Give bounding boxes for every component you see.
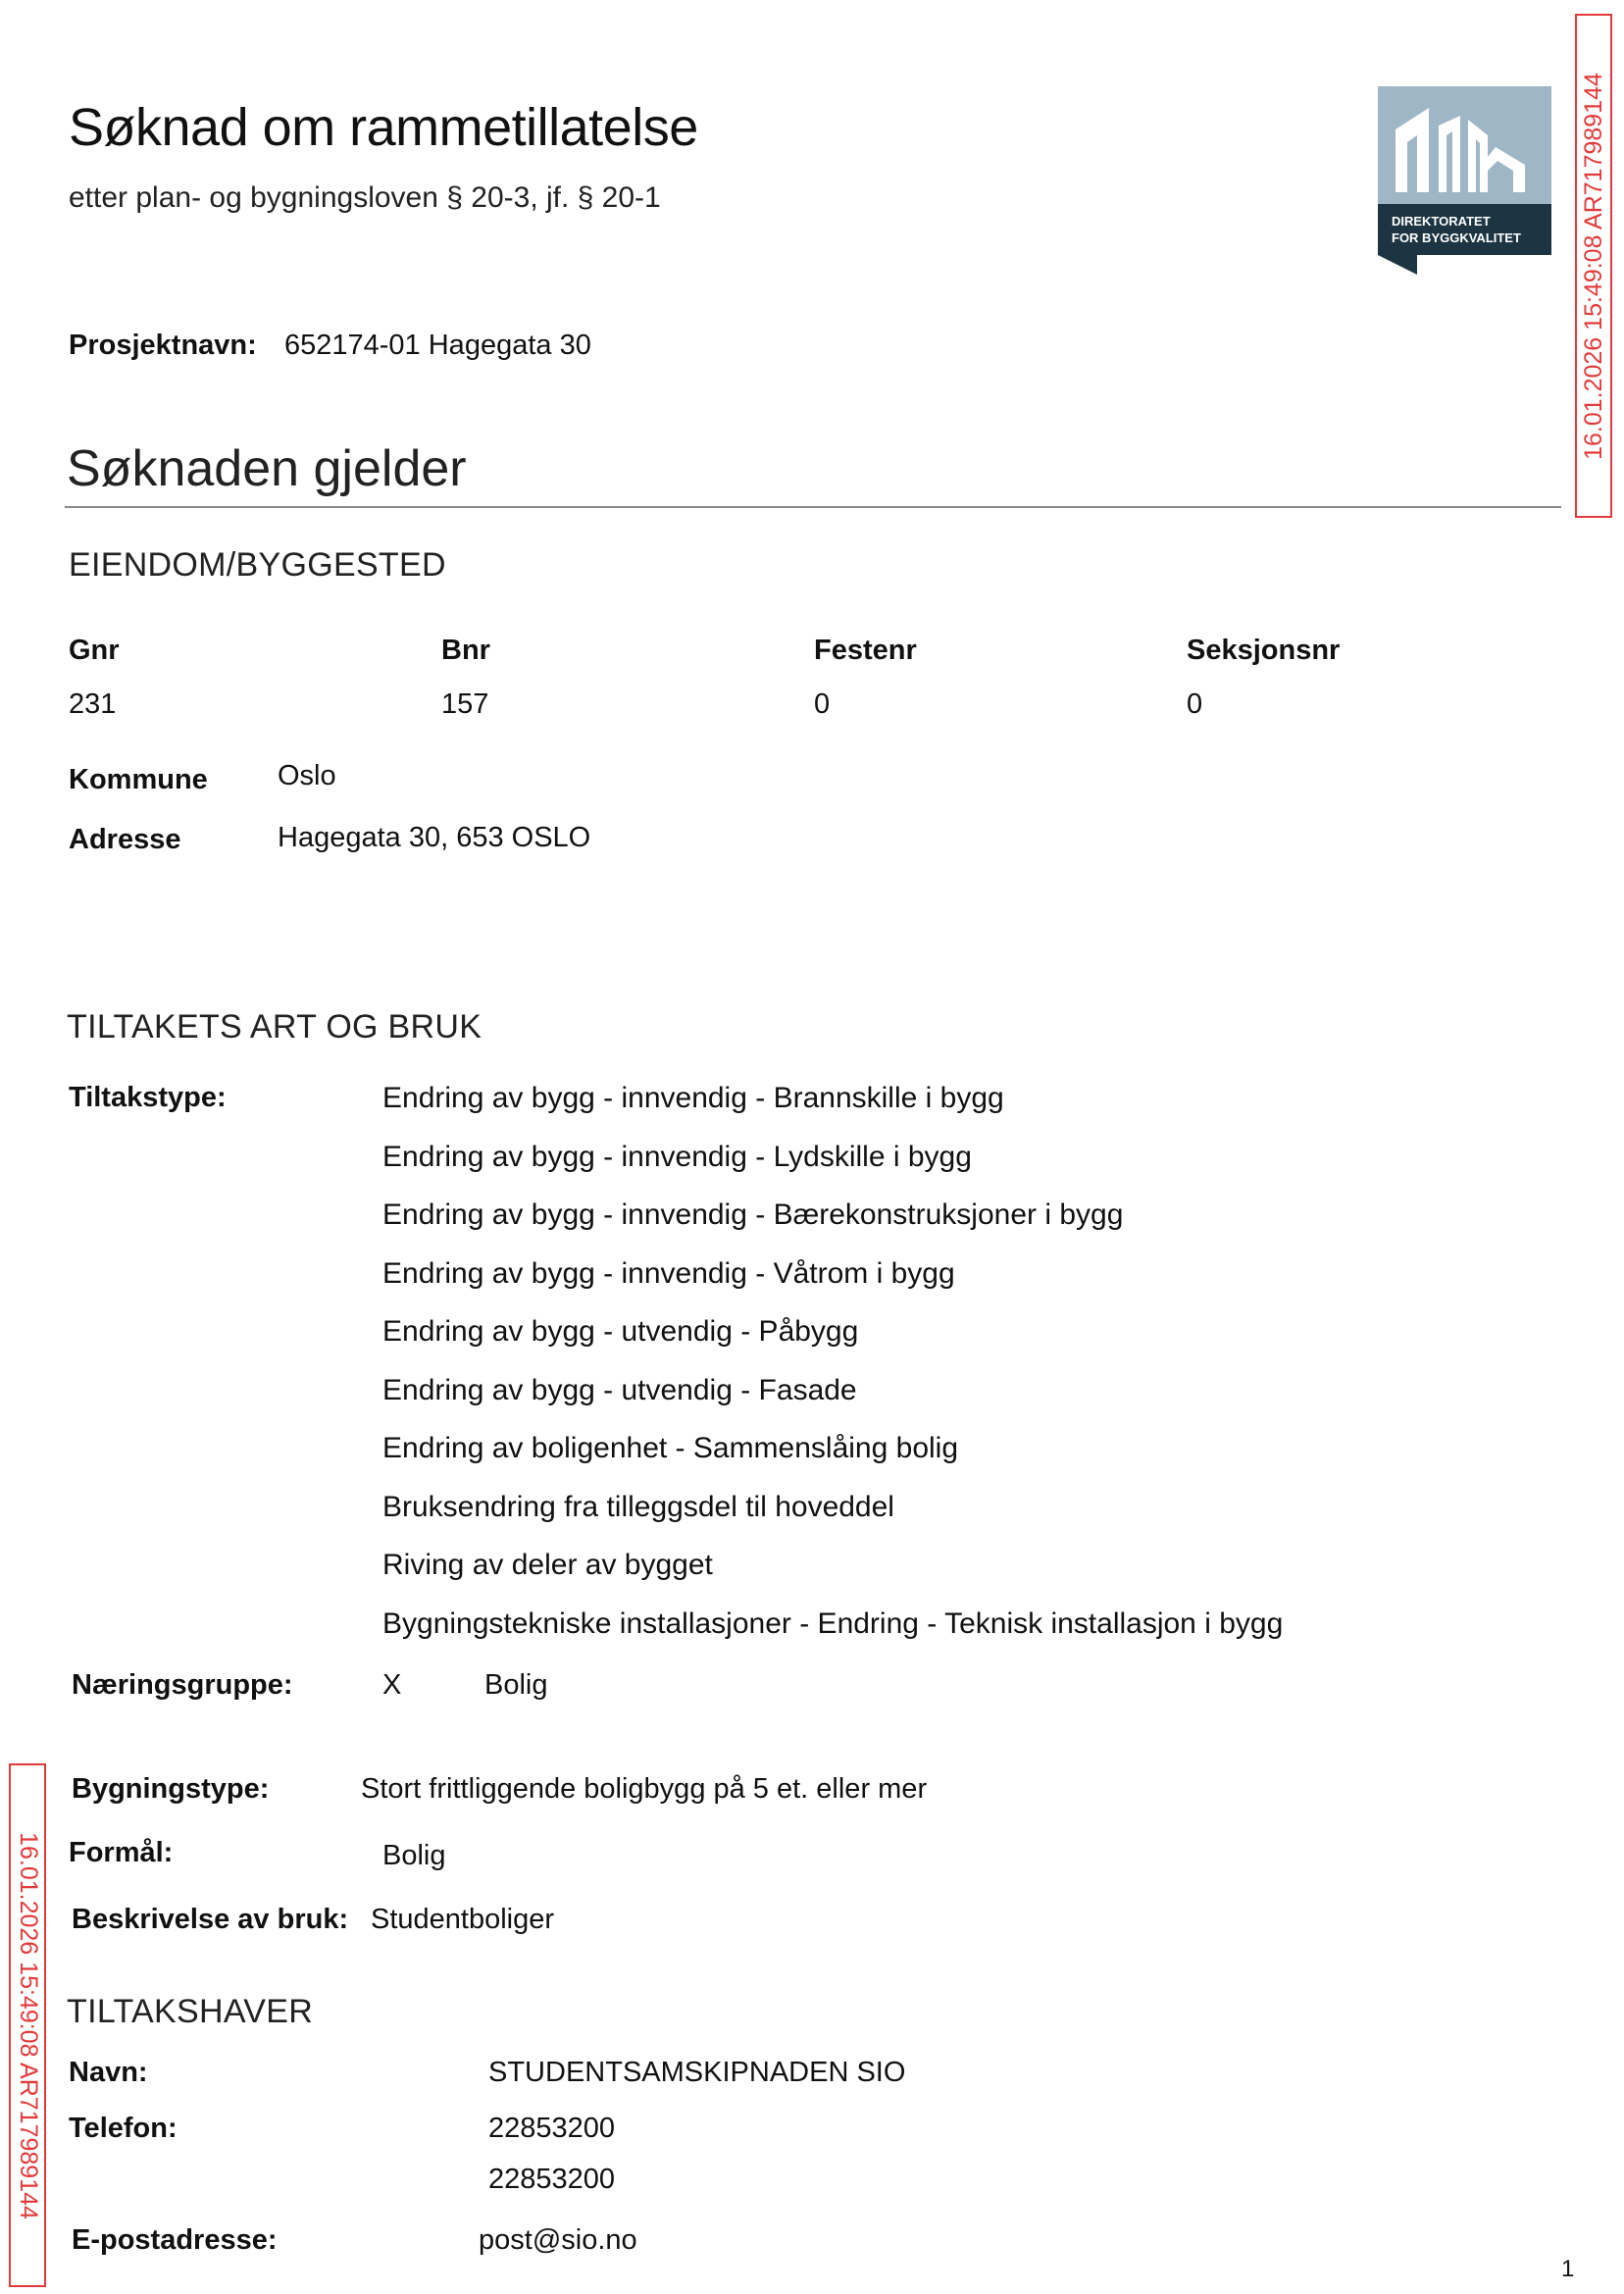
naeringsgruppe-value: Bolig [484, 1669, 548, 1701]
beskrivelse-bruk-value: Studentboliger [371, 1904, 555, 1935]
festenr-value: 0 [814, 688, 831, 720]
timestamp-stamp-top [1575, 14, 1612, 518]
page-number: 1 [1561, 2256, 1575, 2282]
gnr-value: 231 [69, 688, 117, 720]
project-name-label: Prosjektnavn: [69, 330, 257, 361]
telefon-value-1: 22853200 [488, 2113, 616, 2144]
beskrivelse-bruk-label: Beskrivelse av bruk: [72, 1904, 349, 1935]
tiltakstype-list [382, 1079, 1283, 1662]
navn-value: STUDENTSAMSKIPNADEN SIO [488, 2057, 906, 2088]
bygningstype-label: Bygningstype: [72, 1773, 270, 1805]
page-title: Søknad om rammetillatelse [69, 98, 698, 157]
stamp-text: 16.01.2026 15:49:08 AR717989144 [14, 1831, 42, 2219]
seksjonsnr-label: Seksjonsnr [1187, 635, 1341, 666]
tiltak-heading: TILTAKETS ART OG BRUK [67, 1008, 482, 1045]
section-title: Søknaden gjelder [67, 440, 467, 497]
formal-label: Formål: [69, 1837, 174, 1868]
logo-text-line1: DIREKTORATET [1392, 214, 1491, 229]
logo-text-line2: FOR BYGGKVALITET [1392, 230, 1521, 245]
bnr-label: Bnr [441, 635, 490, 666]
bnr-value: 157 [441, 688, 489, 720]
festenr-label: Festenr [814, 635, 917, 666]
list-item: Endring av boligenhet - Sammenslåing bolig [382, 1432, 959, 1464]
telefon-label: Telefon: [69, 2113, 178, 2144]
epost-label: E-postadresse: [72, 2224, 278, 2256]
navn-label: Navn: [69, 2057, 148, 2088]
list-item: Bruksendring fra tilleggsdel til hoveddel [382, 1490, 894, 1523]
list-item: Endring av bygg - innvendig - Våtrom i bygg [382, 1256, 955, 1290]
adresse-value: Hagegata 30, 653 OSLO [278, 822, 591, 853]
seksjonsnr-value: 0 [1187, 688, 1203, 720]
list-item: Endring av bygg - innvendig - Lydskille i bygg [382, 1140, 972, 1173]
kommune-value: Oslo [278, 760, 336, 791]
stamp-text: 16.01.2026 15:49:08 AR717989144 [1579, 72, 1607, 460]
list-item: Endring av bygg - innvendig - Bærekonstruksjoner i bygg [382, 1198, 1124, 1231]
naeringsgruppe-code: X [382, 1669, 402, 1701]
kommune-label: Kommune [69, 764, 208, 795]
bygningstype-value: Stort frittliggende boligbygg på 5 et. eller mer [361, 1773, 928, 1805]
property-heading: EIENDOM/BYGGESTED [69, 546, 446, 584]
list-item: Endring av bygg - innvendig - Brannskille i bygg [382, 1082, 1004, 1114]
tiltakshaver-heading: TILTAKSHAVER [67, 1993, 314, 2030]
list-item: Endring av bygg - utvendig - Påbygg [382, 1315, 859, 1348]
epost-value: post@sio.no [479, 2224, 637, 2256]
dibk-logo [1378, 86, 1551, 275]
list-item: Endring av bygg - utvendig - Fasade [382, 1373, 857, 1406]
section-divider [65, 506, 1561, 508]
adresse-label: Adresse [69, 824, 181, 855]
project-name-value: 652174-01 Hagegata 30 [284, 330, 591, 361]
formal-value: Bolig [382, 1840, 446, 1871]
naeringsgruppe-label: Næringsgruppe: [72, 1669, 293, 1701]
page-subtitle: etter plan- og bygningsloven § 20-3, jf. § 20-1 [69, 181, 661, 214]
tiltakstype-label: Tiltakstype: [69, 1082, 227, 1113]
timestamp-stamp-left [9, 1763, 46, 2287]
list-item: Bygningstekniske installasjoner - Endring - Teknisk installasjon i bygg [382, 1606, 1284, 1640]
telefon-value-2: 22853200 [488, 2164, 616, 2195]
dibk-logo-icon [1378, 86, 1551, 275]
gnr-label: Gnr [69, 635, 120, 666]
list-item: Riving av deler av bygget [382, 1549, 713, 1581]
